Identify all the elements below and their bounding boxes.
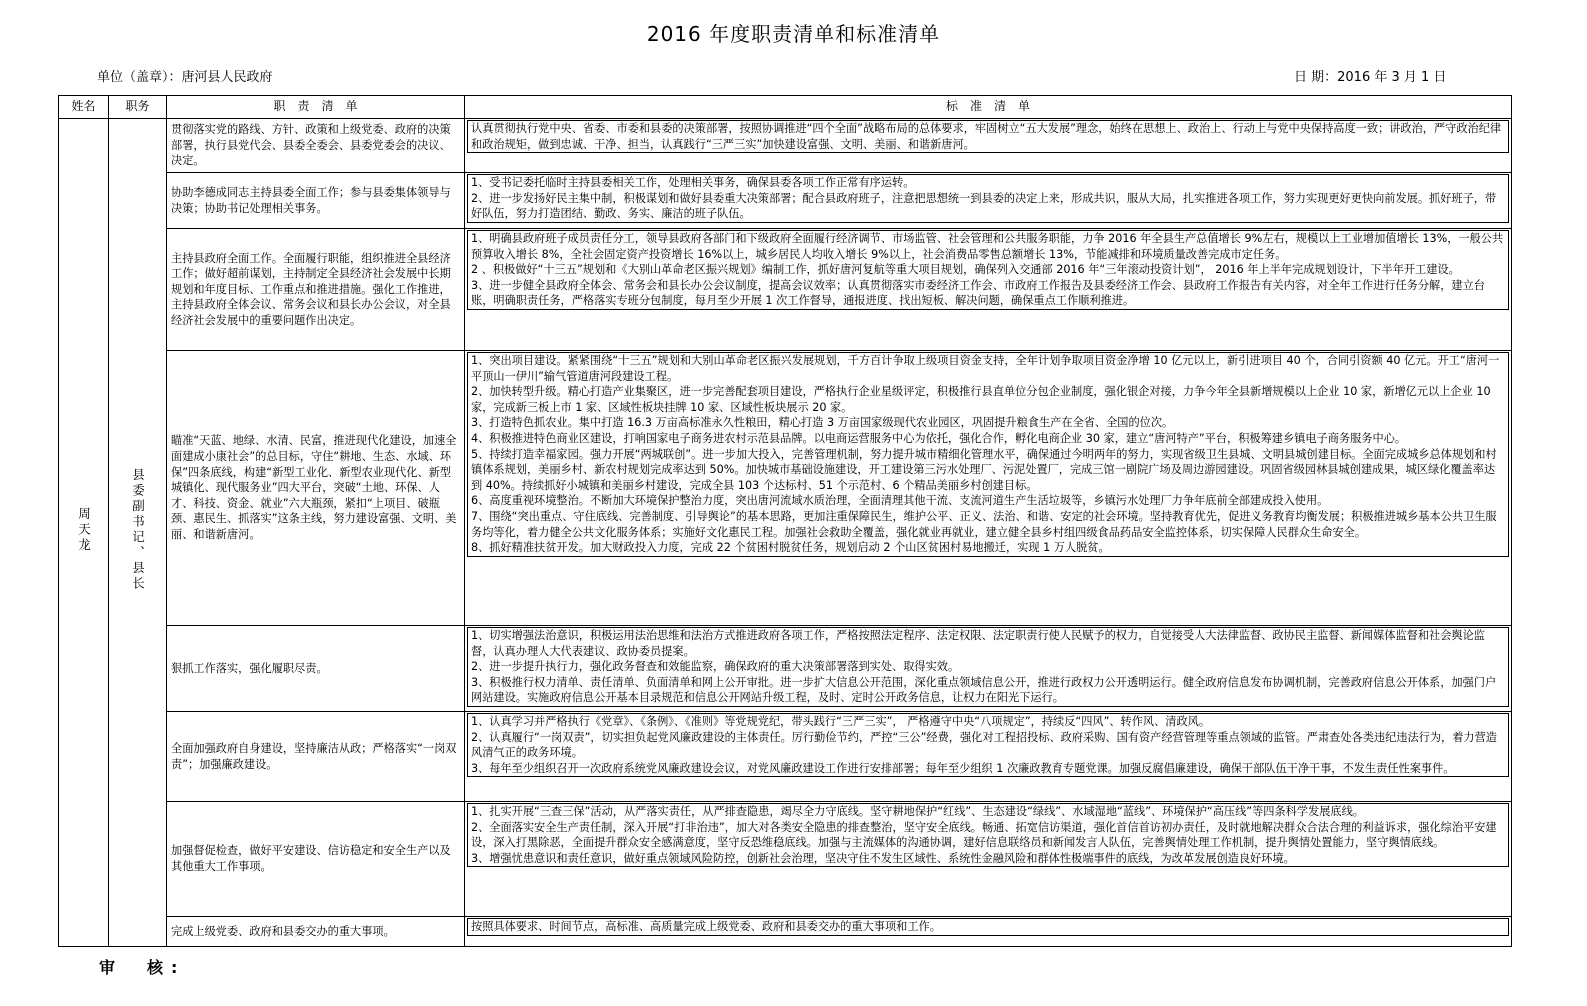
- standard-item: 2、认真履行“一岗双责”，切实担负起党风廉政建设的主体责任。厉行勤俭节约，严控“三公”经费，强化对工程招投标、政府采购、国有资产经营管理等重点领域的监管。严肃查处各类违纪违法行为，着力营造风清气正的政务环境。: [471, 730, 1497, 760]
- standard-item: 3、打造特色抓农业。集中打造 16.3 万亩高标准永久性粮田，精心打造 3 万亩国家级现代农业园区，巩固提升粮食生产在全省、全国的位次。: [471, 416, 1174, 430]
- standard-item: 1、认真学习并严格执行《党章》、《条例》、《准则》等党规党纪，带头践行“三严三实”， 严格遵守中央“八项规定”，持续反“四风”、转作风、清政风。: [471, 715, 1211, 728]
- person-name: 周天龙: [76, 506, 92, 554]
- standard-item: 3、每年至少组织召开一次政府系统党风廉政建设会议，对党风廉政建设工作进行安排部署；每年至少组织 1 次廉政教育专题党课。加强反腐倡廉建设，确保干部队伍干净干事，不发生责任性案事件。: [471, 761, 1455, 775]
- standards-cell: [465, 802, 1512, 917]
- duty-cell: 全面加强政府自身建设，坚持廉洁从政；严格落实“一岗双责”；加强廉政建设。: [167, 712, 465, 802]
- table-row: [59, 626, 1512, 712]
- duty-cell: 完成上级党委、政府和县委交办的重大事项。: [167, 917, 465, 947]
- person-position-cell: [109, 119, 167, 947]
- table-row: [59, 173, 1512, 229]
- table-row: [59, 119, 1512, 173]
- table-row: [59, 802, 1512, 917]
- standards-list: [467, 120, 1509, 153]
- standard-item: 1、切实增强法治意识，积极运用法治思维和法治方式推进政府各项工作，严格按照法定程序、法定权限、法定职责行使人民赋予的权力，自觉接受人大法律监督、政协民主监督、新闻媒体监督和社会舆论监督，认真办理人大代表建议、政协委员提案。: [471, 629, 1485, 658]
- header-position: 职务: [109, 96, 167, 119]
- person-name-cell: [59, 119, 109, 947]
- standard-item: 2、加快转型升级。精心打造产业集聚区，进一步完善配套项目建设，严格执行企业星级评定，积极推行县直单位分包企业制度，强化银企对接，力争今年全县新增规模以上企业 10 家，新增亿元以上企业 10 家，完成新三板上市 1 家、区域性板块挂牌 10 家、区域性板块展示 20 家。: [471, 385, 1491, 414]
- standard-item: 7、围绕“突出重点、守住底线、完善制度、引导舆论”的基本思路，更加注重保障民生，维护公平、正义、法治、和谐、安定的社会环境。坚持教育优先，促进义务教育均衡发展；积极推进城乡基本公共卫生服务均等化，着力健全公共文化服务体系；实施好文化惠民工程。加强社会救助全覆盖，强化就业再就业，建立健全县乡村组四级食品药品安全监控体系，切实保障人民群众生命安全。: [471, 509, 1497, 539]
- header-name: 姓名: [59, 96, 109, 119]
- standards-list: [467, 174, 1509, 223]
- table-body: [59, 119, 1512, 947]
- standard-item: 2 、积极做好“十三五”规划和《大别山革命老区振兴规划》编制工作，抓好唐河复航等重大项目规划，确保列入交通部 2016 年“三年滚动投资计划”， 2016 年上半年完成规划设计，下半年开工建设。: [471, 263, 1460, 277]
- duty-cell: 协助李德成同志主持县委全面工作；参与县委集体领导与决策；协助书记处理相关事务。: [167, 173, 465, 229]
- standards-cell: [465, 626, 1512, 712]
- date-label: 日 期：2016 年 3 月 1 日: [1294, 70, 1447, 85]
- header-duties: 职 责 清 单: [167, 96, 465, 119]
- standard-item: 2、进一步提升执行力，强化政务督查和效能监察，确保政府的重大决策部署落到实处、取得实效。: [471, 660, 960, 674]
- standard-item: 6、高度重视环境整治。不断加大环境保护整治力度，突出唐河流域水质治理，全面清理其他干流、支流河道生产生活垃圾等，乡镇污水处理厂力争年底前全部建成投入使用。: [471, 494, 1329, 508]
- standard-item: 4、积极推进特色商业区建设，打响国家电子商务进农村示范县品牌。以电商运营服务中心为依托，强化合作，孵化电商企业 30 家，建立“唐河特产”平台，积极筹建乡镇电子商务服务中心。: [471, 431, 1407, 445]
- standards-list: [467, 803, 1509, 867]
- standards-cell: [465, 917, 1512, 947]
- duty-standard-table: [58, 95, 1512, 947]
- standard-item: 3、增强忧患意识和责任意识，做好重点领域风险防控，创新社会治理，坚决守住不发生区域性、系统性金融风险和群体性极端事件的底线，为改革发展创造良好环境。: [471, 851, 1295, 865]
- standards-list: [467, 627, 1509, 707]
- standards-list: [467, 713, 1509, 777]
- standards-cell: [465, 712, 1512, 802]
- document-title: 2016 年度职责清单和标准清单: [646, 22, 941, 46]
- duty-cell: 狠抓工作落实，强化履职尽责。: [167, 626, 465, 712]
- standard-item: 5、持续打造幸福家园。强力开展“两城联创”。进一步加大投入，完善管理机制，努力提升城市精细化管理水平，确保通过今明两年的努力，实现省级卫生县城、文明县城创建目标。全面完成城乡总体规划和村镇体系规划，美丽乡村、新农村规划完成率达到 50%。加快城市基础设施建设，开工建设第三污水处理厂、污泥处置厂，完成三馆一剧院广场及周边游园建设。巩固省级园林县城创建成果，城区绿化覆盖率达到 40%。持续抓好小城镇和美丽乡村建设，完成全县 103 个达标村、51 个示范村、6 个精品美丽乡村创建目标。: [471, 447, 1497, 492]
- standard-item: 1、明确县政府班子成员责任分工，领导县政府各部门和下级政府全面履行经济调节、市场监管、社会管理和公共服务职能，力争 2016 年全县生产总值增长 9%左右，规模以上工业增加值增长 13%，一般公共预算收入增长 8%，全社会固定资产投资增长 16%以上，城乡居民人均收入增长 9%以上，社会消费品零售总额增长 13%，节能减排和环境质量改善完成市定任务。: [471, 232, 1504, 261]
- table-row: [59, 712, 1512, 802]
- person-position: 县委副书记、县长: [130, 468, 146, 593]
- table-row: [59, 917, 1512, 947]
- standard-item: 1、突出项目建设。紧紧围绕“十三五”规划和大别山革命老区振兴发展规划，千方百计争取上级项目资金支持，全年计划争取项目资金净增 10 亿元以上，新引进项目 40 个，合同引资额 40 亿元。开工“唐河一平顶山一伊川”输气管道唐河段建设工程。: [471, 354, 1500, 383]
- standard-item: 1、扎实开展“三查三保”活动，从严落实责任，从严排查隐患，竭尽全力守底线。坚守耕地保护“红线”、生态建设“绿线”、水域湿地“蓝线”、环境保护“高压线”等四条科学发展底线。: [471, 805, 1364, 818]
- duty-cell: 瞄准“天蓝、地绿、水清、民富，推进现代化建设，加速全面建成小康社会”的总目标，守住“耕地、生态、水域、环保”四条底线，构建“新型工业化、新型农业现代化、新型城镇化、现代服务业”四大平台，突破“土地、环保、人才、科技、资金、就业”六大瓶颈，紧扣“上项目、破瓶颈、惠民生、抓落实”这条主线，努力建设富强、文明、美丽、和谐新唐河。: [167, 351, 465, 626]
- table-header-row: [59, 96, 1512, 119]
- unit-label: 单位（盖章）：唐河县人民政府: [97, 70, 273, 85]
- duty-cell: 加强督促检查，做好平安建设、信访稳定和安全生产以及其他重大工作事项。: [167, 802, 465, 917]
- duty-cell: 贯彻落实党的路线、方针、政策和上级党委、政府的决策部署，执行县党代会、县委全委会、县委党委会的决议、决定。: [167, 119, 465, 173]
- standards-cell: [465, 351, 1512, 626]
- standards-cell: [465, 119, 1512, 173]
- audit-label: 审 核:: [99, 958, 186, 977]
- standards-cell: [465, 229, 1512, 351]
- table-row: [59, 229, 1512, 351]
- standards-list: [467, 918, 1509, 936]
- table-row: [59, 351, 1512, 626]
- standard-item: 认真贯彻执行党中央、省委、市委和县委的决策部署，按照协调推进“四个全面”战略布局的总体要求，牢固树立“五大发展”理念，始终在思想上、政治上、行动上与党中央保持高度一致；讲政治，严守政治纪律和政治规矩，做到忠诚、干净、担当，认真践行“三严三实”加快建设富强、文明、美丽、和谐新唐河。: [471, 122, 1502, 151]
- standard-item: 按照具体要求、时间节点，高标准、高质量完成上级党委、政府和县委交办的重大事项和工作。: [471, 920, 941, 933]
- standard-item: 2、全面落实安全生产责任制，深入开展“打非治违”，加大对各类安全隐患的排查整治，坚守安全底线。畅通、拓宽信访渠道，强化首信首访初办责任，及时就地解决群众合法合理的利益诉求，强化综治平安建设，深入打黑除恶，全面提升群众安全感满意度，坚守反恐维稳底线。加强与主流媒体的沟通协调，建好信息联络员和新闻发言人队伍，完善舆情处理工作机制，提升舆情处置能力，坚守舆情底线。: [471, 820, 1497, 850]
- standards-list: [467, 352, 1509, 557]
- standard-item: 1、受书记委托临时主持县委相关工作，处理相关事务，确保县委各项工作正常有序运转。: [471, 176, 915, 189]
- standards-list: [467, 230, 1509, 310]
- duty-cell: 主持县政府全面工作。全面履行职能，组织推进全县经济工作；做好超前谋划，主持制定全县经济社会发展中长期规划和年度目标、工作重点和推进措施。强化工作推进，主持县政府全体会议、常务会议和县长办公会议，对全县经济社会发展中的重要问题作出决定。: [167, 229, 465, 351]
- standard-item: 2、进一步发扬好民主集中制，积极谋划和做好县委重大决策部署；配合县政府班子，注意把思想统一到县委的决定上来，形成共识，服从大局，扎实推进各项工作，努力实现更好更快向前发展。抓好班子，带好队伍，努力打造团结、勤政、务实、廉洁的班子队伍。: [471, 191, 1497, 221]
- header-standards: 标 准 清 单: [465, 96, 1512, 119]
- standard-item: 3、进一步健全县政府全体会、常务会和县长办公会议制度，提高会议效率；认真贯彻落实市委经济工作会、市政府工作报告及县委经济工作会、县政府工作报告有关内容，对全年工作进行任务分解，建立台账，明确职责任务，严格落实专班分包制度，每月至少开展 1 次工作督导，通报进度、找出短板、解决问题，确保重点工作顺利推进。: [471, 278, 1485, 308]
- standards-cell: [465, 173, 1512, 229]
- standard-item: 3、积极推行权力清单、责任清单、负面清单和网上公开审批。进一步扩大信息公开范围，深化重点领域信息公开，推进行政权力公开透明运行。健全政府信息发布协调机制，完善政府信息公开体系，加强门户网站建设。实施政府信息公开基本目录规范和信息公开网站升级工程，及时、定时公开政务信息，让权力在阳光下运行。: [471, 675, 1497, 705]
- standard-item: 8、抓好精准扶贫开发。加大财政投入力度，完成 22 个贫困村脱贫任务，规划启动 2 个山区贫困村易地搬迁，实现 1 万人脱贫。: [471, 541, 1110, 555]
